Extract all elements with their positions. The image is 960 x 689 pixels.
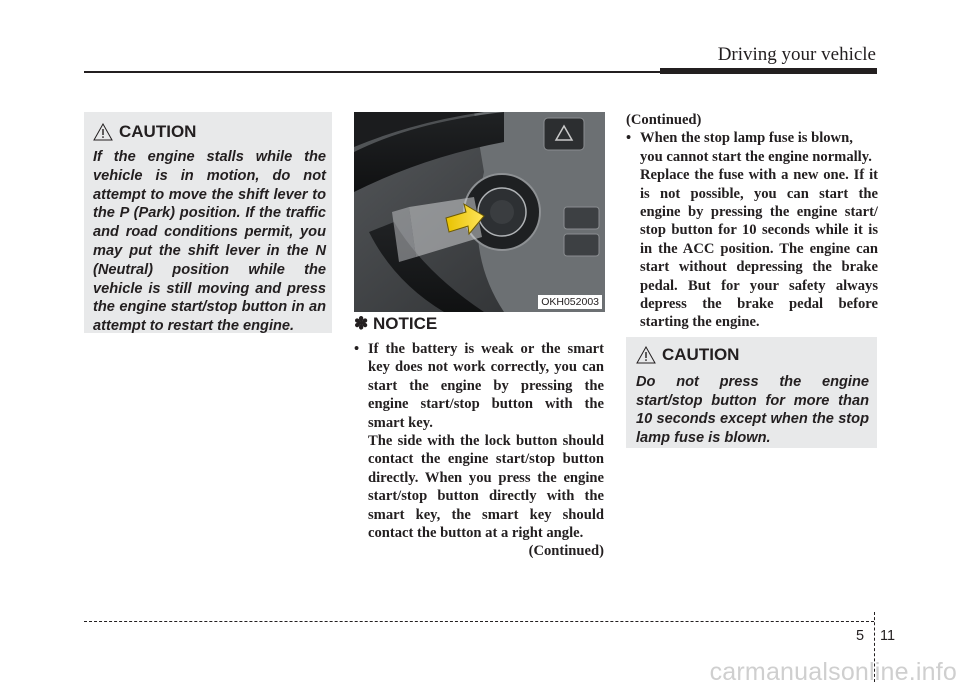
body-paragraph: Replace the fuse with a new one. If it is not possible, you can start the engine by pressing the engine start/ stop button for 10 seconds while it is in the ACC position. The engine can start without depressing the brake pedal. But for your safety always depress the brake pedal before starting the engine.: [640, 167, 878, 331]
caution-heading-label: CAUTION: [119, 122, 197, 141]
header-rule-accent: [660, 68, 877, 74]
caution-box-start-button: [626, 337, 877, 448]
bullet-mark: •: [626, 130, 632, 147]
list-item: [354, 340, 604, 542]
caution-heading-label: CAUTION: [662, 345, 740, 364]
steering-start-button-photo: [354, 112, 605, 312]
notice-body: [354, 340, 604, 561]
caution-box-stall: [84, 112, 332, 333]
caution-heading: [636, 345, 869, 365]
notice-heading: ✽ NOTICE: [354, 314, 438, 333]
page-header-title: Driving your vehicle: [717, 44, 876, 65]
warning-triangle-icon: [93, 123, 113, 141]
continued-label: (Continued): [528, 543, 604, 560]
photo-illustration: [354, 112, 605, 312]
caution-heading: [93, 122, 326, 142]
notice-paragraph: If the battery is weak or the smart key does not work correctly, you can start the engine by pressing the engine start/stop button with the smart key.: [368, 341, 604, 431]
bullet-mark: •: [354, 341, 360, 357]
caution-text: Do not press the engine start/stop button for more than 10 seconds except when the stop lamp fuse is blown.: [636, 374, 869, 446]
notice-paragraph: The side with the lock button should contact the engine start/stop button directly. When you press the engine start/stop button directly with the smart key, the smart key should contact the button at a right angle.: [368, 433, 604, 542]
page-number: 11: [880, 628, 896, 644]
body-paragraph: When the stop lamp fuse is blown, you cannot start the engine normally.: [640, 130, 872, 165]
section-number: 5: [856, 628, 865, 644]
right-column-body: [626, 111, 878, 332]
watermark: carmanualsonline.info: [709, 658, 957, 686]
header-rule: [84, 71, 664, 73]
figure-code: OKH052003: [538, 295, 602, 309]
continued-label: (Continued): [626, 112, 702, 128]
list-item: [626, 129, 878, 331]
caution-text: If the engine stalls while the vehicle is in motion, do not attempt to move the shift lever to the P (Park) position. If the traffic and road conditions permit, you may put the shift lever in the N (Neutral) position while the vehicle is still moving and press the engine start/stop button in an attempt to restart the engine.: [93, 149, 326, 335]
warning-triangle-icon: [636, 346, 656, 364]
footer-rule: [84, 621, 874, 622]
